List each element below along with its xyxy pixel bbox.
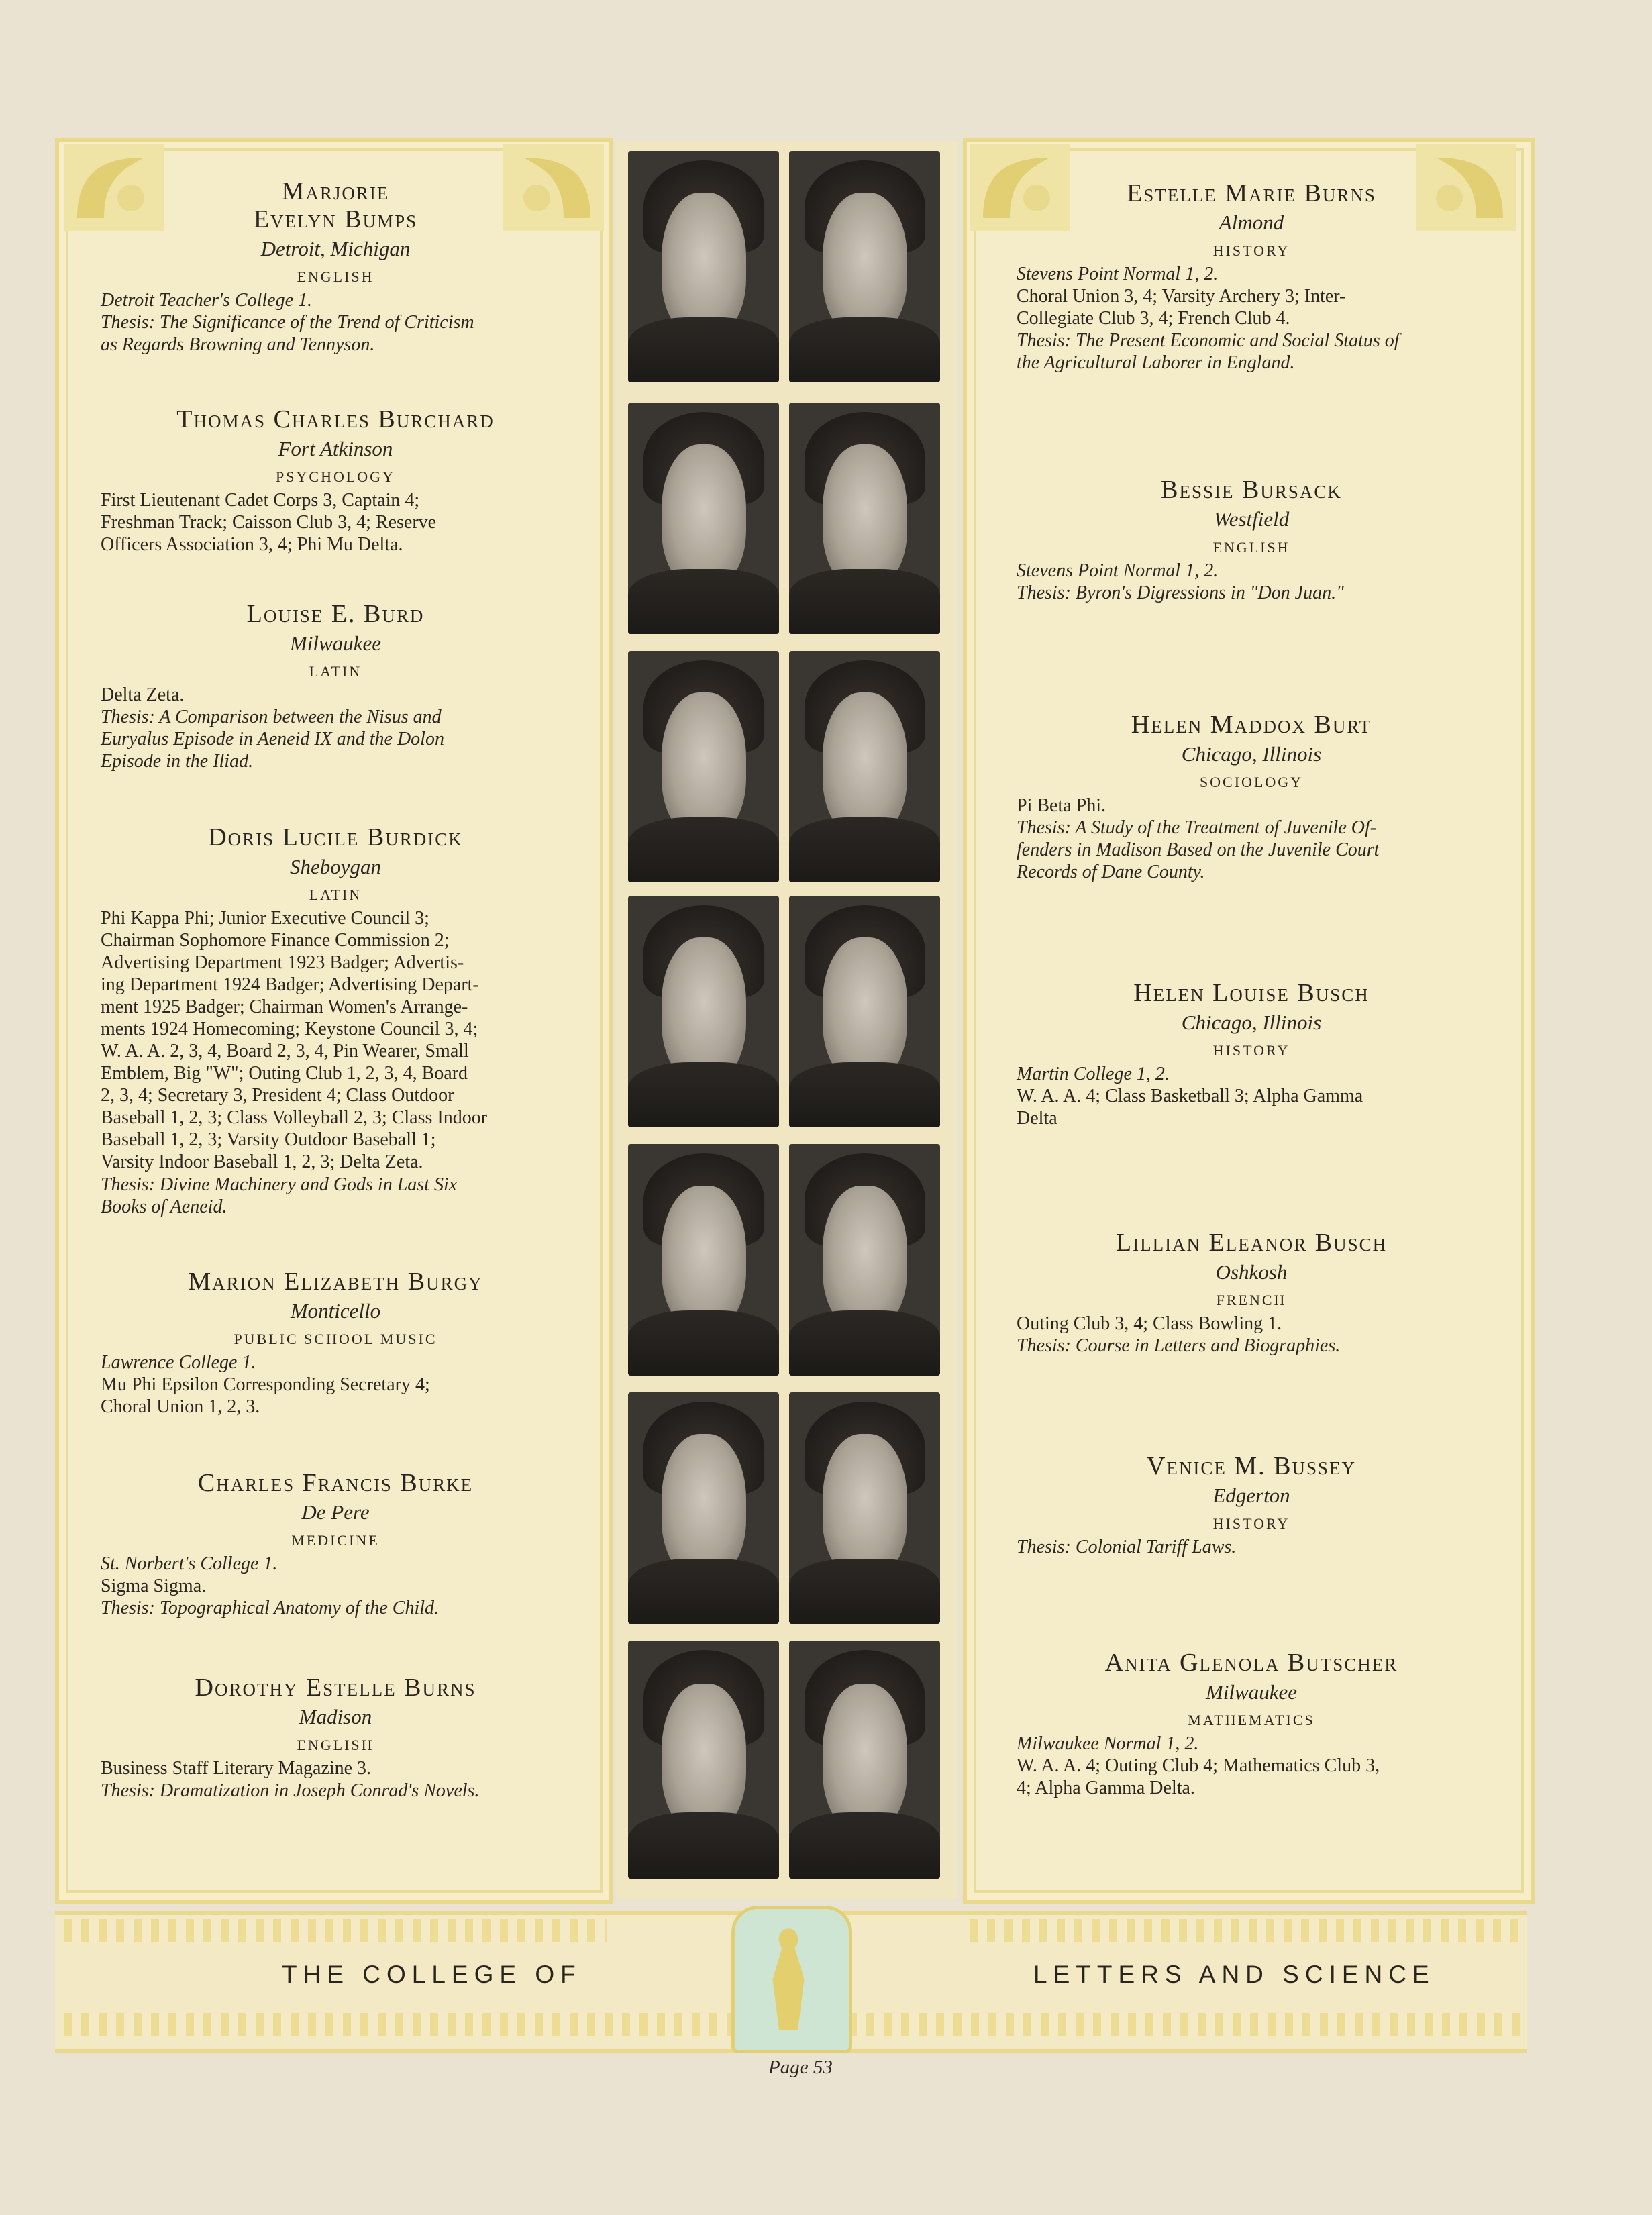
- hometown: De Pere: [301, 1500, 370, 1524]
- department: HISTORY: [1212, 242, 1290, 259]
- text-line: Sigma Sigma.: [101, 1576, 207, 1597]
- student-portrait: [628, 1144, 779, 1376]
- department: MATHEMATICS: [1188, 1711, 1315, 1729]
- activities-text: [101, 907, 570, 1217]
- text-line: Thesis: Course in Letters and Biographies.: [1017, 1335, 1341, 1357]
- text-line: W. A. A. 2, 3, 4, Board 2, 3, 4, Pin Wearer, Small: [101, 1041, 469, 1062]
- text-line: Lawrence College 1.: [101, 1352, 256, 1374]
- text-line: Chairman Sophomore Finance Commission 2;: [101, 930, 450, 951]
- student-portrait: [628, 403, 779, 634]
- hometown: Westfield: [1213, 507, 1290, 531]
- activities-text: [1017, 263, 1486, 374]
- text-line: Pi Beta Phi.: [1017, 795, 1106, 817]
- text-line: Baseball 1, 2, 3; Class Volleyball 2, 3; Class Indoor: [101, 1107, 488, 1129]
- footer-ornament-right: [970, 1919, 1520, 1942]
- text-line: Milwaukee Normal 1, 2.: [1017, 1733, 1199, 1755]
- student-name: Estelle Marie Burns: [1127, 179, 1376, 207]
- text-line: Thesis: Divine Machinery and Gods in Last Six: [101, 1174, 458, 1195]
- text-line: St. Norbert's College 1.: [101, 1553, 278, 1575]
- student-portrait: [789, 1392, 940, 1624]
- department: ENGLISH: [1212, 538, 1290, 556]
- text-line: Detroit Teacher's College 1.: [101, 289, 312, 311]
- student-portrait: [628, 1641, 779, 1879]
- activities-text: [1017, 1063, 1486, 1129]
- right-entry: [1017, 980, 1486, 1129]
- text-line: First Lieutenant Cadet Corps 3, Captain 4;: [101, 490, 420, 511]
- text-line: W. A. A. 4; Class Basketball 3; Alpha Gamma: [1017, 1086, 1363, 1107]
- department: LATIN: [309, 662, 362, 680]
- student-portrait: [789, 1144, 940, 1376]
- text-line: Thesis: Colonial Tariff Laws.: [1017, 1537, 1237, 1558]
- student-portrait: [789, 1641, 940, 1879]
- right-entry: [1017, 1453, 1486, 1558]
- activities-text: [101, 1351, 570, 1418]
- text-line: Euryalus Episode in Aeneid IX and the Dolon: [101, 729, 444, 750]
- text-line: the Agricultural Laborer in England.: [1017, 352, 1295, 374]
- hometown: Sheboygan: [289, 854, 382, 878]
- student-name: Marjorie: [281, 177, 390, 205]
- activities-text: [1017, 1733, 1486, 1799]
- activities-text: [1017, 794, 1486, 883]
- right-entry: [1017, 1649, 1486, 1799]
- hometown: Chicago, Illinois: [1181, 1010, 1322, 1034]
- department: MEDICINE: [291, 1531, 380, 1549]
- hometown: Madison: [299, 1704, 372, 1729]
- text-line: Delta: [1017, 1108, 1057, 1129]
- activities-text: [1017, 1536, 1486, 1558]
- department: ENGLISH: [297, 268, 374, 285]
- activities-text: [1017, 560, 1486, 604]
- department: HISTORY: [1212, 1041, 1290, 1059]
- text-line: Advertising Department 1923 Badger; Advertis-: [101, 952, 464, 974]
- text-line: Delta Zeta.: [101, 684, 185, 706]
- text-line: Baseball 1, 2, 3; Varsity Outdoor Baseball 1;: [101, 1129, 436, 1151]
- text-line: Thesis: Dramatization in Joseph Conrad's Novels.: [101, 1780, 480, 1802]
- text-line: Thesis: Topographical Anatomy of the Child.: [101, 1598, 440, 1619]
- student-name: Louise E. Burd: [246, 600, 425, 628]
- student-name: Dorothy Estelle Burns: [195, 1673, 476, 1702]
- student-portrait: [789, 403, 940, 634]
- student-name: Lillian Eleanor Busch: [1115, 1229, 1388, 1257]
- department: LATIN: [309, 886, 362, 903]
- activities-text: [101, 684, 570, 772]
- hometown: Milwaukee: [1205, 1680, 1297, 1704]
- department: SOCIOLOGY: [1199, 773, 1304, 790]
- hometown: Fort Atkinson: [278, 436, 393, 460]
- student-name: Helen Maddox Burt: [1131, 711, 1372, 739]
- student-name: Evelyn Bumps: [253, 205, 418, 234]
- text-line: Varsity Indoor Baseball 1, 2, 3; Delta Zeta.: [101, 1151, 423, 1173]
- department: PUBLIC SCHOOL MUSIC: [234, 1330, 437, 1347]
- text-line: 2, 3, 4; Secretary 3, President 4; Class Outdoor: [101, 1085, 454, 1106]
- activities-text: [1017, 1312, 1486, 1357]
- text-line: Officers Association 3, 4; Phi Mu Delta.: [101, 534, 403, 556]
- hometown: Detroit, Michigan: [260, 236, 411, 260]
- student-portrait: [628, 1392, 779, 1624]
- portrait-strip: [616, 141, 958, 1899]
- text-line: Records of Dane County.: [1017, 862, 1205, 883]
- footer-medallion: [731, 1906, 852, 2053]
- text-line: Phi Kappa Phi; Junior Executive Council 3;: [101, 908, 429, 929]
- text-line: Thesis: The Significance of the Trend of Criticism: [101, 311, 474, 333]
- text-line: 4; Alpha Gamma Delta.: [1017, 1778, 1195, 1799]
- left-entry: [101, 178, 570, 356]
- text-line: Thesis: A Study of the Treatment of Juvenile Of-: [1017, 817, 1377, 839]
- hometown: Chicago, Illinois: [1181, 741, 1322, 766]
- right-entry: [1017, 476, 1486, 604]
- text-line: fenders in Madison Based on the Juvenile Court: [1017, 839, 1380, 861]
- text-line: ments 1924 Homecoming; Keystone Council 3, 4;: [101, 1019, 478, 1040]
- text-line: as Regards Browning and Tennyson.: [101, 333, 375, 355]
- left-entry: [101, 1470, 570, 1619]
- text-line: Choral Union 3, 4; Varsity Archery 3; Inter-: [1017, 286, 1346, 307]
- text-line: W. A. A. 4; Outing Club 4; Mathematics Club 3,: [1017, 1755, 1380, 1777]
- left-entry: [101, 824, 570, 1218]
- student-name: Venice M. Bussey: [1146, 1452, 1357, 1480]
- text-line: Emblem, Big "W"; Outing Club 1, 2, 3, 4, Board: [101, 1063, 468, 1084]
- right-entry: [1017, 1229, 1486, 1357]
- activities-text: [101, 289, 570, 356]
- text-line: Thesis: A Comparison between the Nisus and: [101, 707, 442, 728]
- left-entry: [101, 1268, 570, 1418]
- student-name: Doris Lucile Burdick: [208, 823, 463, 852]
- text-line: ing Department 1924 Badger; Advertising Depart-: [101, 974, 479, 996]
- student-portrait: [789, 896, 940, 1127]
- text-line: Martin College 1, 2.: [1017, 1064, 1170, 1085]
- student-name: Anita Glenola Butscher: [1104, 1649, 1398, 1677]
- left-entry: [101, 601, 570, 772]
- student-name: Bessie Bursack: [1161, 476, 1342, 504]
- footer-left-text: THE COLLEGE OF: [282, 1961, 582, 1988]
- right-entry: [1017, 180, 1486, 374]
- department: HISTORY: [1212, 1514, 1290, 1532]
- department: ENGLISH: [297, 1736, 374, 1753]
- text-line: Books of Aeneid.: [101, 1196, 227, 1217]
- left-entry: [101, 406, 570, 556]
- text-line: Outing Club 3, 4; Class Bowling 1.: [1017, 1313, 1282, 1335]
- footer-right-text: LETTERS AND SCIENCE: [1033, 1961, 1435, 1988]
- text-line: Mu Phi Epsilon Corresponding Secretary 4;: [101, 1374, 430, 1396]
- page-number: Page 53: [768, 2057, 833, 2078]
- student-portrait: [628, 896, 779, 1127]
- student-portrait: [789, 151, 940, 382]
- hometown: Milwaukee: [289, 631, 381, 655]
- text-line: Thesis: The Present Economic and Social Status of: [1017, 330, 1400, 352]
- student-name: Helen Louise Busch: [1133, 979, 1370, 1007]
- department: FRENCH: [1216, 1291, 1287, 1308]
- footer-ornament-left: [64, 1919, 607, 1942]
- text-line: Episode in the Iliad.: [101, 751, 254, 772]
- activities-text: [101, 1757, 570, 1802]
- student-name: Marion Elizabeth Burgy: [188, 1268, 483, 1296]
- hometown: Monticello: [290, 1298, 381, 1323]
- hometown: Oshkosh: [1215, 1259, 1288, 1284]
- activities-text: [101, 489, 570, 556]
- left-entry: [101, 1674, 570, 1802]
- text-line: Collegiate Club 3, 4; French Club 4.: [1017, 308, 1290, 329]
- text-line: Stevens Point Normal 1, 2.: [1017, 560, 1219, 582]
- hometown: Edgerton: [1212, 1483, 1290, 1507]
- student-name: Thomas Charles Burchard: [176, 405, 495, 433]
- student-portrait: [628, 651, 779, 882]
- department: PSYCHOLOGY: [276, 468, 395, 485]
- hometown: Almond: [1219, 210, 1284, 234]
- activities-text: [101, 1553, 570, 1619]
- text-line: Business Staff Literary Magazine 3.: [101, 1758, 372, 1780]
- student-portrait: [628, 151, 779, 382]
- student-name: Charles Francis Burke: [197, 1469, 474, 1497]
- text-line: Thesis: Byron's Digressions in "Don Juan.": [1017, 582, 1344, 604]
- student-portrait: [789, 651, 940, 882]
- text-line: Choral Union 1, 2, 3.: [101, 1396, 260, 1418]
- text-line: Freshman Track; Caisson Club 3, 4; Reserve: [101, 512, 437, 533]
- right-entry: [1017, 711, 1486, 883]
- text-line: ment 1925 Badger; Chairman Women's Arrange-: [101, 996, 468, 1018]
- text-line: Stevens Point Normal 1, 2.: [1017, 264, 1219, 285]
